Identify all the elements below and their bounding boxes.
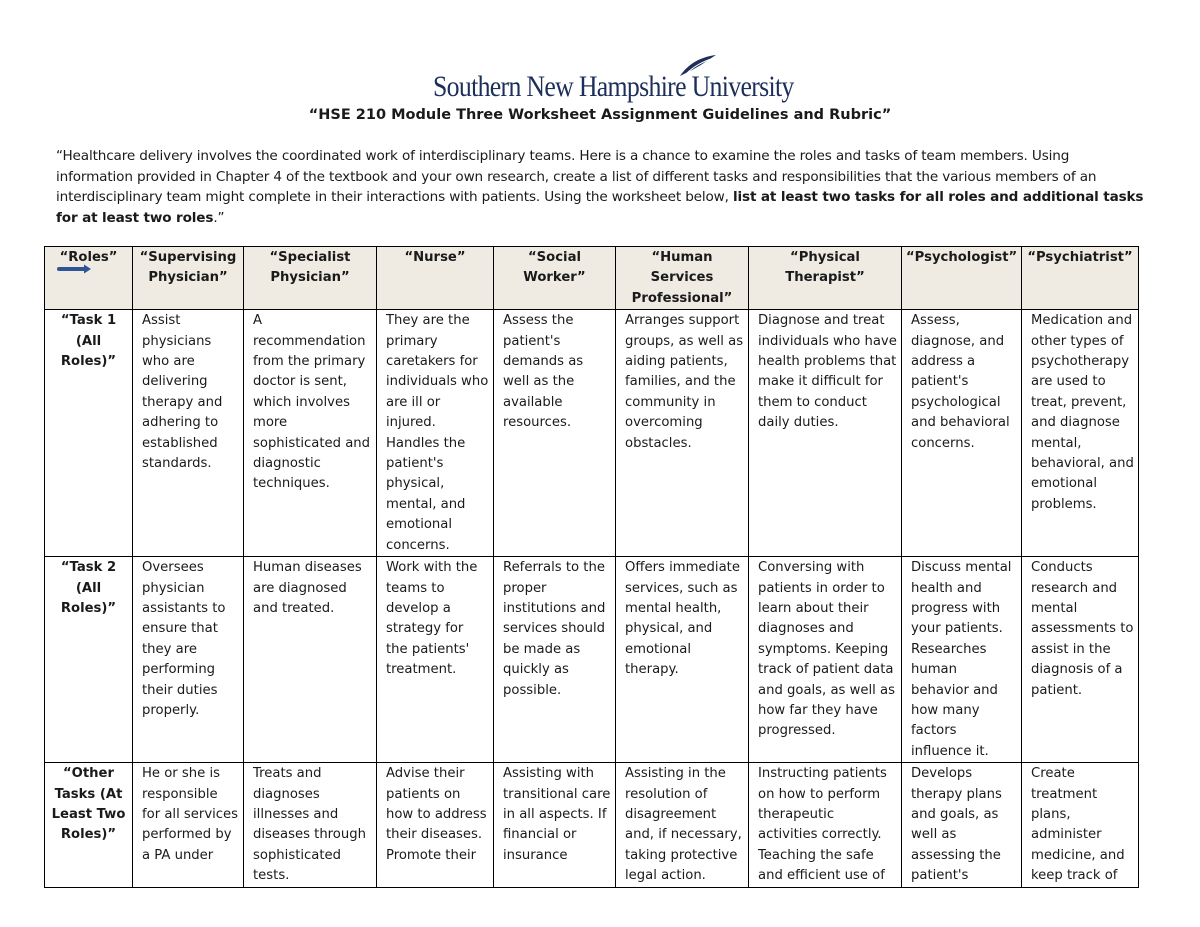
page-title: “HSE 210 Module Three Worksheet Assignment Guidelines and Rubric” — [308, 107, 892, 123]
intro-end: .” — [213, 209, 225, 226]
header-psychologist: “Psychologist” — [902, 247, 1022, 310]
intro-bold-text: list at least two tasks for all roles and additional tasks for at least two roles — [56, 189, 1144, 226]
table-cell: Arranges support groups, as well as aiding patients, families, and the community in overcoming obstacles. — [616, 310, 749, 557]
table-cell: Medication and other types of psychotherapy are used to treat, prevent, and diagnose mental, behavioral, and emotional problems. — [1022, 310, 1139, 557]
header-nurse: “Nurse” — [377, 247, 494, 310]
table-cell: Assisting with transitional care in all aspects. If financial or insurance — [494, 763, 616, 887]
intro-paragraph — [56, 146, 1146, 228]
table-cell: Human diseases are diagnosed and treated. — [244, 557, 377, 763]
table-cell: Discuss mental health and progress with your patients. Researches human behavior and how many factors influence it. — [902, 557, 1022, 763]
row-label-task-1: “Task 1 (All Roles)” — [45, 310, 133, 557]
header-human-services-professional: “Human Services Professional” — [616, 247, 749, 310]
leaf-icon — [678, 54, 718, 78]
table-cell: Treats and diagnoses illnesses and diseases through sophisticated tests. — [244, 763, 377, 887]
header-specialist-physician: “Specialist Physician” — [244, 247, 377, 310]
university-logo — [433, 60, 794, 106]
table-cell: Advise their patients on how to address their diseases. Promote their — [377, 763, 494, 887]
header-supervising-physician: “Supervising Physician” — [133, 247, 244, 310]
table-row — [45, 310, 1139, 557]
table-cell: Offers immediate services, such as mental health, physical, and emotional therapy. — [616, 557, 749, 763]
logo-wordmark: Southern New Hampshire University — [433, 70, 794, 103]
table-cell: He or she is responsible for all services performed by a PA under — [133, 763, 244, 887]
table-cell: Assist physicians who are delivering therapy and adhering to established standards. — [133, 310, 244, 557]
table-row — [45, 763, 1139, 887]
table-cell: Develops therapy plans and goals, as well as assessing the patient's — [902, 763, 1022, 887]
header-roles — [45, 247, 133, 310]
header-social-worker: “Social Worker” — [494, 247, 616, 310]
row-label-task-2: “Task 2 (All Roles)” — [45, 557, 133, 763]
arrow-icon — [57, 263, 93, 275]
table-cell: Create treatment plans, administer medicine, and keep track of — [1022, 763, 1139, 887]
table-cell: Assess the patient's demands as well as the available resources. — [494, 310, 616, 557]
header-roles-label: “Roles” — [59, 250, 118, 265]
table-cell: Referrals to the proper institutions and services should be made as quickly as possible. — [494, 557, 616, 763]
table-cell: Assess, diagnose, and address a patient's psychological and behavioral concerns. — [902, 310, 1022, 557]
table-cell: A recommendation from the primary doctor is sent, which involves more sophisticated and diagnostic techniques. — [244, 310, 377, 557]
header-row — [45, 247, 1139, 310]
table-cell: Conversing with patients in order to learn about their diagnoses and symptoms. Keeping track of patient data and goals, as well as how far they have progressed. — [749, 557, 902, 763]
table-cell: Conducts research and mental assessments to assist in the diagnosis of a patient. — [1022, 557, 1139, 763]
table-cell: Diagnose and treat individuals who have health problems that make it difficult for them to conduct daily duties. — [749, 310, 902, 557]
roles-tasks-table — [44, 246, 1139, 888]
table-cell: Oversees physician assistants to ensure that they are performing their duties properly. — [133, 557, 244, 763]
table-cell: Assisting in the resolution of disagreement and, if necessary, taking protective legal action. — [616, 763, 749, 887]
table-row — [45, 557, 1139, 763]
table-cell: They are the primary caretakers for individuals who are ill or injured. Handles the patient's physical, mental, and emotional concerns. — [377, 310, 494, 557]
table-cell: Work with the teams to develop a strategy for the patients' treatment. — [377, 557, 494, 763]
intro-text: “Healthcare delivery involves the coordinated work of interdisciplinary teams. Here is a chance to examine the roles and tasks of team members. Using information provided in Chapter 4 of the textbook and your own research, create a list of different tasks and responsibilities that the various members of an interdisciplinary team might complete in their interactions with patients. Using the worksheet below, — [56, 148, 1097, 205]
table-cell: Instructing patients on how to perform therapeutic activities correctly. Teaching the safe and efficient use of — [749, 763, 902, 887]
header-psychiatrist: “Psychiatrist” — [1022, 247, 1139, 310]
row-label-other-tasks: “Other Tasks (At Least Two Roles)” — [45, 763, 133, 887]
header-physical-therapist: “Physical Therapist” — [749, 247, 902, 310]
